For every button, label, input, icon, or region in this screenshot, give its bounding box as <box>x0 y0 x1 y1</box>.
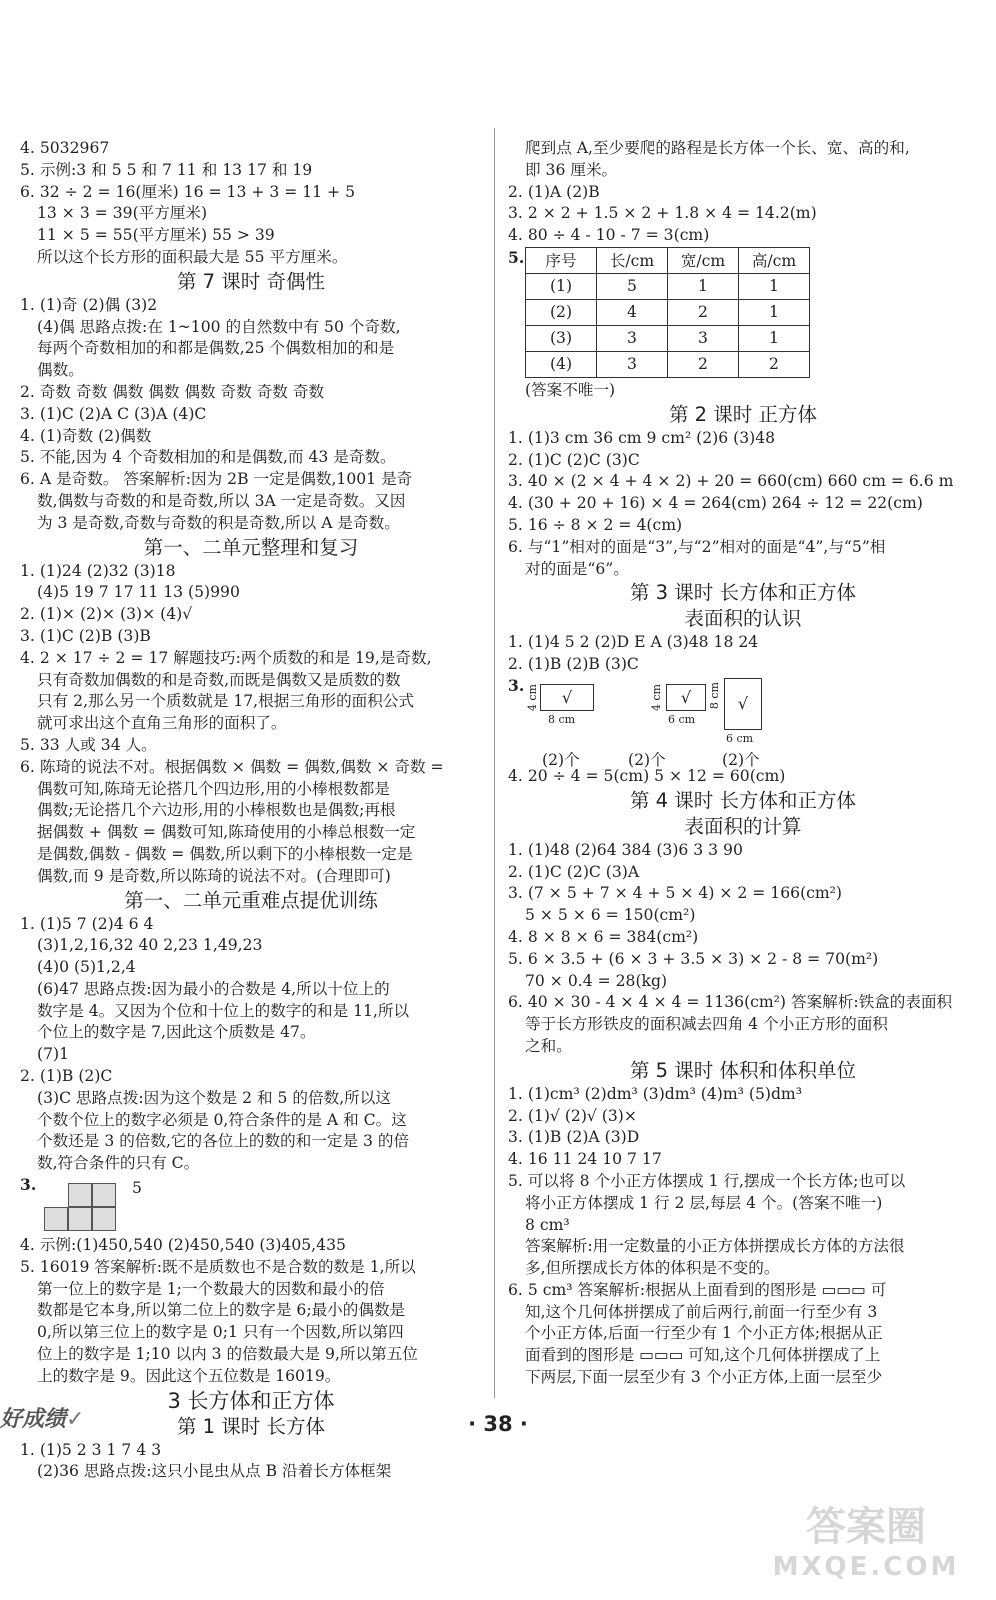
figure-label: 3. <box>508 675 525 695</box>
table-cell: 2 <box>668 351 739 377</box>
table-cell: 2 <box>668 299 739 325</box>
grid-square <box>68 1207 92 1231</box>
watermark <box>766 1495 966 1590</box>
answer-line: 5. 6 × 3.5 + (6 × 3 + 3.5 × 3) × 2 - 8 = 70(m²) <box>508 949 879 968</box>
answer-line: 5. 16 ÷ 8 × 2 = 4(cm) <box>508 515 683 534</box>
answer-line: 2. (1)A (2)B <box>508 182 600 201</box>
answer-continuation: 爬到点 A,至少要爬的路程是长方体一个长、宽、高的和, <box>525 139 910 157</box>
box-face-1 <box>540 684 594 711</box>
table-cell: (4) <box>526 351 597 377</box>
question-3-figure <box>20 1175 482 1235</box>
answer-line: 2. (1)C (2)C (3)C <box>508 450 640 469</box>
answer-continuation: 个数还是 3 的倍数,它的各位上的数的和一定是 3 的倍 <box>37 1132 410 1151</box>
table-question-label: 5. <box>508 247 525 267</box>
answer-continuation: (2)36 思路点拨:这只小昆虫从点 B 沿着长方体框架 <box>37 1462 392 1481</box>
answer-line: 3. (7 × 5 + 7 × 4 + 5 × 4) × 2 = 166(cm²) <box>508 884 843 903</box>
answer-line: 1. (1)奇 (2)偶 (3)2 <box>20 295 158 314</box>
answer-line: 4. (1)奇数 (2)偶数 <box>20 426 152 445</box>
answer-continuation: 位上的数字是 1;10 以内 3 的倍数最大是 9,所以第五位 <box>37 1345 418 1364</box>
answer-continuation: 11 × 5 = 55(平方厘米) 55 > 39 <box>37 226 275 245</box>
left-column <box>20 138 482 1483</box>
surface-area-figure <box>508 675 978 769</box>
answer-continuation: 偶数;无论搭几个六边形,用的小棒根数也是偶数;再根 <box>37 801 396 820</box>
table-cell: 2 <box>739 351 810 377</box>
table-cell: 5 <box>597 273 668 299</box>
dim-label: 6 cm <box>668 712 696 726</box>
section-heading: 3 长方体和正方体 <box>167 1388 335 1413</box>
answer-continuation: 5 × 5 × 6 = 150(cm²) <box>525 906 696 925</box>
answer-continuation: 0,所以第三位上的数字是 0;1 只有一个因数,所以第四 <box>37 1323 404 1342</box>
answer-line: 4. 5032967 <box>20 139 110 157</box>
box-face-2 <box>666 684 706 711</box>
answer-continuation: 上的数字是 9。因此这个五位数是 16019。 <box>37 1366 341 1385</box>
box-face-3 <box>724 678 762 730</box>
right-top-block <box>508 138 978 247</box>
answer-line: 5. 示例:3 和 5 5 和 7 11 和 13 17 和 19 <box>20 160 313 179</box>
grid-square <box>68 1183 92 1207</box>
answer-line: 2. (1)√ (2)√ (3)× <box>508 1106 637 1125</box>
answer-line: 6. A 是奇数。 答案解析:因为 2B 一定是偶数,1001 是奇 <box>20 470 413 489</box>
dim-label: 4 cm <box>650 683 663 712</box>
answer-line: 6. 与“1”相对的面是“3”,与“2”相对的面是“4”,与“5”相 <box>508 537 886 556</box>
table-note: (答案不唯一) <box>525 380 616 399</box>
section-heading: 第 4 课时 长方体和正方体 <box>629 788 856 812</box>
answer-line: 4. 20 ÷ 4 = 5(cm) 5 × 12 = 60(cm) <box>508 766 786 785</box>
figure-label: 3. <box>20 1175 37 1195</box>
answer-continuation: 偶数可知,陈琦无论搭几个四边形,用的小棒根数都是 <box>37 779 390 798</box>
answer-continuation: 偶数,而 9 是奇数,所以陈琦的说法不对。(合理即可) <box>37 866 391 885</box>
answer-continuation: 之和。 <box>525 1036 572 1055</box>
answer-continuation: 答案解析:用一定数量的小正方体拼摆成长方体的方法很 <box>525 1237 905 1256</box>
right-column <box>508 138 978 1389</box>
answer-line: 3. 40 × (2 × 4 + 4 × 2) + 20 = 660(cm) 660 cm = 6.6 m <box>508 472 954 491</box>
table-cell: 3 <box>597 325 668 351</box>
answer-line: 5. 16019 答案解析:既不是质数也不是合数的数是 1,所以 <box>20 1257 416 1276</box>
table-cell: (3) <box>526 325 597 351</box>
section-heading: 第一、二单元重难点提优训练 <box>124 888 378 912</box>
answer-line: 2. (1)B (2)B (3)C <box>508 655 639 674</box>
answer-continuation: 8 cm³ <box>525 1215 570 1234</box>
watermark-main: 答案圈 <box>806 1504 926 1550</box>
dim-label: 4 cm <box>526 683 539 712</box>
section-heading: 第 1 课时 长方体 <box>176 1414 325 1438</box>
answer-line: 2. (1)× (2)× (3)× (4)√ <box>20 605 193 624</box>
page-number: · 38 · <box>468 1412 528 1436</box>
table-cell: 1 <box>739 273 810 299</box>
table-cell: 4 <box>597 299 668 325</box>
table-header-cell: 宽/cm <box>668 247 739 273</box>
answer-line: 6. 32 ÷ 2 = 16(厘米) 16 = 13 + 3 = 11 + 5 <box>20 182 355 201</box>
answer-line: 4. 2 × 17 ÷ 2 = 17 解题技巧:两个质数的和是 19,是奇数, <box>20 648 432 667</box>
figure-answer: 5 <box>132 1179 142 1198</box>
answer-continuation: (3)1,2,16,32 40 2,23 1,49,23 <box>37 936 263 955</box>
answer-continuation: 偶数。 <box>37 361 84 380</box>
check-mark: √ <box>680 687 692 707</box>
table-cell: (2) <box>526 299 597 325</box>
answer-line: 1. (1)4 5 2 (2)D E A (3)48 18 24 <box>508 633 759 652</box>
table-cell: 3 <box>597 351 668 377</box>
answer-continuation: (4)偶 思路点拨:在 1~100 的自然数中有 50 个奇数, <box>37 317 401 336</box>
answer-continuation: (7)1 <box>37 1045 70 1064</box>
dim-label: 6 cm <box>726 731 754 745</box>
answer-line: 1. (1)3 cm 36 cm 9 cm² (2)6 (3)48 <box>508 428 776 447</box>
answer-continuation: 数,符合条件的只有 C。 <box>37 1154 200 1173</box>
answer-continuation: (4)0 (5)1,2,4 <box>37 958 136 977</box>
answer-line: 6. 40 × 30 - 4 × 4 × 4 = 1136(cm²) 答案解析:铁盒的表面积 <box>508 993 953 1012</box>
answer-line: 4. 80 ÷ 4 - 10 - 7 = 3(cm) <box>508 226 710 245</box>
answer-continuation: 所以这个长方形的面积最大是 55 平方厘米。 <box>37 247 348 266</box>
answer-line: 1. (1)5 7 (2)4 6 4 <box>20 914 154 933</box>
answer-line: 4. (30 + 20 + 16) × 4 = 264(cm) 264 ÷ 12 = 22(cm) <box>508 494 923 513</box>
table-header-row <box>526 247 810 273</box>
right-bottom-block <box>508 766 978 1389</box>
answer-continuation: 对的面是“6”。 <box>525 559 629 578</box>
table-cell: 1 <box>739 299 810 325</box>
answer-continuation: 等于长方形铁皮的面积减去四角 4 个小正方形的面积 <box>525 1015 888 1034</box>
answer-continuation: 是偶数,偶数 - 偶数 = 偶数,所以剩下的小棒根数一定是 <box>37 844 413 863</box>
answer-continuation: 每两个奇数相加的和都是偶数,25 个偶数相加的和是 <box>37 339 395 358</box>
answer-line: 3. (1)C (2)B (3)B <box>20 626 151 645</box>
answer-continuation: 即 36 厘米。 <box>525 160 618 179</box>
section-heading: 表面积的认识 <box>684 607 802 631</box>
table-body <box>526 273 810 377</box>
logo-check-icon: ✓ <box>66 1407 85 1432</box>
answer-line: 4. 8 × 8 × 6 = 384(cm²) <box>508 927 699 946</box>
answer-line: 3. (1)B (2)A (3)D <box>508 1128 640 1147</box>
answer-continuation: 个数个位上的数字必须是 0,符合条件的是 A 和 C。这 <box>37 1110 407 1129</box>
answer-continuation: 个位上的数字是 7,因此这个质数是 47。 <box>37 1023 316 1042</box>
table-cell: 1 <box>668 273 739 299</box>
answer-continuation: (3)C 思路点拨:因为这个数是 2 和 5 的倍数,所以这 <box>37 1088 391 1107</box>
grid-square <box>44 1207 68 1231</box>
answer-continuation: 数,偶数与奇数的和是奇数,所以 3A 一定是奇数。又因 <box>37 491 406 510</box>
answer-line: 6. 5 cm³ 答案解析:根据从上面看到的图形是 ▭▭▭ 可 <box>508 1280 887 1299</box>
answer-line: 5. 33 人或 34 人。 <box>20 735 157 754</box>
answer-line: 4. 示例:(1)450,540 (2)450,540 (3)405,435 <box>20 1236 346 1255</box>
answer-line: 3. 2 × 2 + 1.5 × 2 + 1.8 × 4 = 14.2(m) <box>508 204 817 223</box>
section-heading: 第 7 课时 奇偶性 <box>176 269 325 293</box>
table-row <box>526 299 810 325</box>
answer-continuation: 70 × 0.4 = 28(kg) <box>525 971 668 990</box>
answer-continuation: 就可求出这个直角三角形的面积了。 <box>37 714 287 733</box>
answer-line: 3. (1)C (2)A C (3)A (4)C <box>20 404 207 423</box>
count-label: (2)个 <box>722 750 760 769</box>
table-question <box>508 247 978 378</box>
dim-label: 8 cm <box>548 712 576 726</box>
table-row <box>526 325 810 351</box>
answer-continuation: 只有 2,那么另一个质数就是 17,根据三角形的面积公式 <box>37 692 415 711</box>
answer-line: 1. (1)48 (2)64 384 (3)6 3 3 90 <box>508 840 743 859</box>
answer-line: 1. (1)cm³ (2)dm³ (3)dm³ (4)m³ (5)dm³ <box>508 1084 802 1103</box>
logo-text: 好成绩 <box>0 1407 67 1432</box>
table-row <box>526 351 810 377</box>
section-heading: 第 3 课时 长方体和正方体 <box>629 581 856 605</box>
answer-continuation: 面看到的图形是 ▭▭▭ 可知,这个几何体拼摆成了上 <box>525 1346 881 1365</box>
watermark-sub: MXQE.COM <box>772 1552 960 1582</box>
count-label: (2)个 <box>542 750 580 769</box>
table-header-cell: 长/cm <box>597 247 668 273</box>
answer-continuation: 知,这个几何体拼摆成了前后两行,前面一行至少有 3 <box>525 1302 878 1321</box>
section-heading: 第 2 课时 正方体 <box>668 402 817 426</box>
answer-line: 2. 奇数 奇数 偶数 偶数 偶数 奇数 奇数 奇数 <box>20 382 325 401</box>
answer-continuation: 据偶数 + 偶数 = 偶数可知,陈琦使用的小棒总根数一定 <box>37 823 416 842</box>
grid-square <box>92 1183 116 1207</box>
answer-line: 6. 陈琦的说法不对。根据偶数 × 偶数 = 偶数,偶数 × 奇数 = <box>20 757 444 776</box>
section-heading: 表面积的计算 <box>684 814 802 838</box>
answer-continuation: 将小正方体摆成 1 行 2 层,每层 4 个。(答案不唯一) <box>525 1193 883 1212</box>
answer-line: 2. (1)B (2)C <box>20 1067 113 1086</box>
table-header-cell: 序号 <box>526 247 597 273</box>
count-label: (2)个 <box>628 750 666 769</box>
table-row <box>526 273 810 299</box>
dim-label: 8 cm <box>708 681 721 710</box>
answer-continuation: 13 × 3 = 39(平方厘米) <box>37 204 208 223</box>
section-heading: 第一、二单元整理和复习 <box>143 535 359 559</box>
check-mark: √ <box>561 687 573 707</box>
answer-line: 1. (1)5 2 3 1 7 4 3 <box>20 1440 162 1459</box>
table-cell: 1 <box>739 325 810 351</box>
table-header-cell: 高/cm <box>739 247 810 273</box>
check-mark: √ <box>737 693 749 713</box>
answer-continuation: (4)5 19 7 17 11 13 (5)990 <box>37 583 240 602</box>
answer-line: 4. 16 11 24 10 7 17 <box>508 1150 662 1169</box>
answer-continuation: 个小正方体,后面一行至少有 1 个小正方体;根据从正 <box>525 1324 883 1343</box>
answer-continuation: 数都是它本身,所以第二位上的数字是 6;最小的偶数是 <box>37 1301 406 1320</box>
answer-line: 1. (1)24 (2)32 (3)18 <box>20 561 176 580</box>
section-heading: 第 5 课时 体积和体积单位 <box>629 1058 856 1082</box>
dimension-table <box>525 247 810 378</box>
right-middle-block <box>508 402 978 676</box>
answer-continuation: 为 3 是奇数,奇数与奇数的积是奇数,所以 A 是奇数。 <box>37 513 400 532</box>
answer-continuation: (6)47 思路点拨:因为最小的合数是 4,所以十位上的 <box>37 979 390 998</box>
answer-continuation: 第一位上的数字是 1;一个数最大的因数和最小的倍 <box>37 1279 385 1298</box>
answer-continuation: 数字是 4。又因为个位和十位上的数字的和是 11,所以 <box>37 1001 410 1020</box>
column-divider <box>494 128 495 1398</box>
answer-continuation: 下两层,下面一层至少有 3 个小正方体,上面一层至少 <box>525 1368 883 1387</box>
answer-continuation: 多,但所摆成长方体的体积是不变的。 <box>525 1259 780 1278</box>
answer-line: 2. (1)C (2)C (3)A <box>508 862 640 881</box>
answer-line: 5. 可以将 8 个小正方体摆成 1 行,摆成一个长方体;也可以 <box>508 1171 906 1190</box>
table-cell: 3 <box>668 325 739 351</box>
grid-square <box>92 1207 116 1231</box>
answer-continuation: 只有奇数加偶数的和是奇数,而既是偶数又是质数的数 <box>37 670 401 689</box>
answer-line: 5. 不能,因为 4 个奇数相加的和是偶数,而 43 是奇数。 <box>20 448 396 467</box>
table-cell: (1) <box>526 273 597 299</box>
